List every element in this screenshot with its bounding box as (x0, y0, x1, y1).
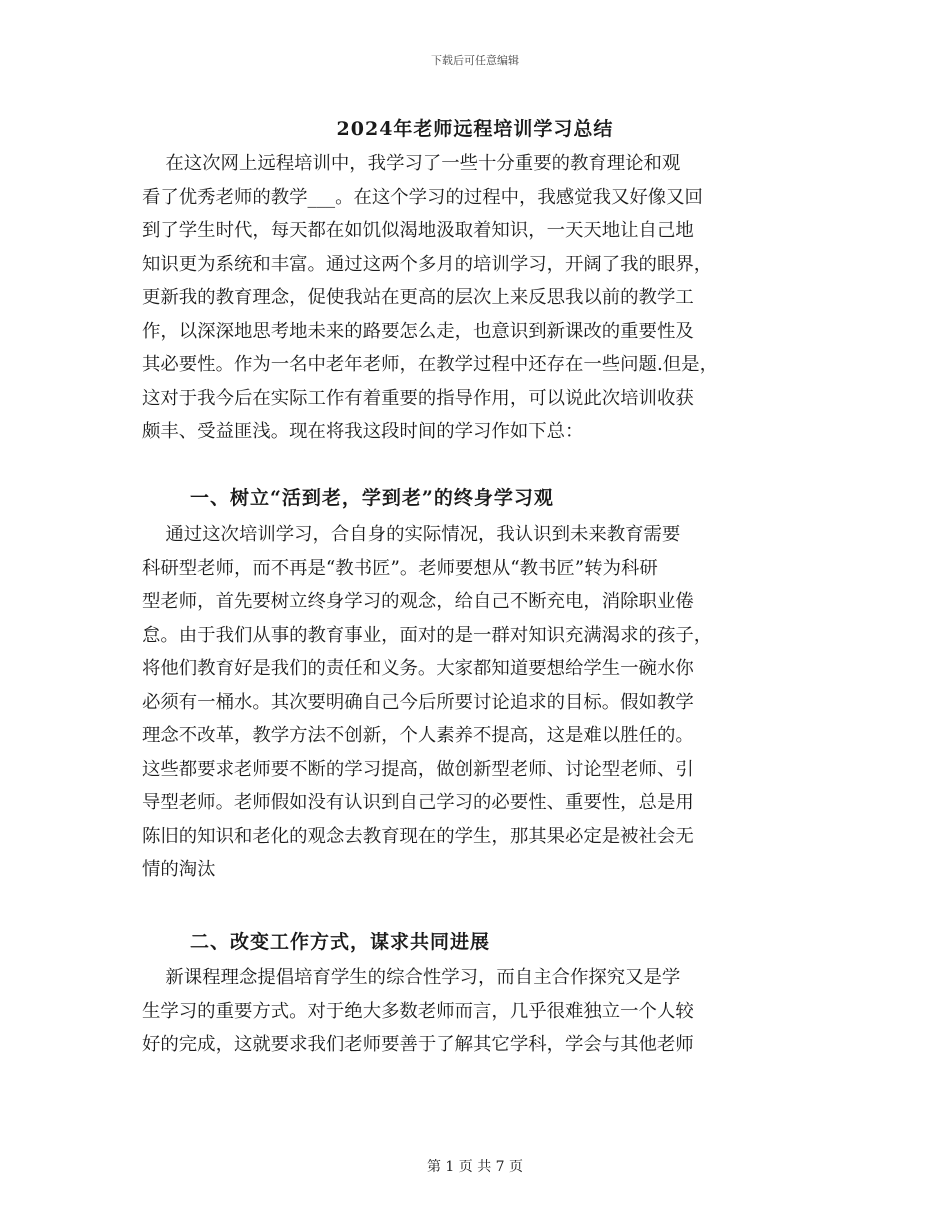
paragraph-line: 新课程理念提倡培育学生的综合性学习，而自主合作探究又是学 (142, 967, 681, 988)
paragraph-line: 必须有一桶水。其次要明确自己今后所要讨论追求的目标。假如教学 (142, 691, 694, 713)
paragraph-line: 型老师，首先要树立终身学习的观念，给自己不断充电，消除职业倦 (142, 591, 694, 612)
paragraph-line: 更新我的教育理念，促使我站在更高的层次上来反思我以前的教学工 (142, 287, 694, 308)
paragraph-line: 看了优秀老师的教学___。在这个学习的过程中，我感觉我又好像又回 (142, 186, 703, 208)
paragraph-intro (142, 147, 814, 449)
paragraph-line: 将他们教育好是我们的责任和义务。大家都知道要想给学生一碗水你 (142, 658, 694, 679)
paragraph-line: 情的淘汰 (142, 859, 216, 880)
paragraph-line: 到了学生时代，每天都在如饥似渴地汲取着知识，一天天地让自己地 (142, 220, 694, 241)
paragraph-line: 在这次网上远程培训中，我学习了一些十分重要的教育理论和观 (142, 153, 681, 174)
paragraph-section-1 (142, 518, 814, 887)
page-number-footer: 第 1 页 共 7 页 (426, 1159, 524, 1175)
paragraph-line: 颇丰、受益匪浅。现在将我这段时间的学习作如下总： (142, 421, 584, 442)
paragraph-line: 理念不改革，教学方法不创新，个人素养不提高，这是难以胜任的。 (142, 725, 694, 746)
section-heading-1: 一、树立“活到老，学到老”的终身学习观 (190, 487, 554, 509)
paragraph-line: 生学习的重要方式。对于绝大多数老师而言，几乎很难独立一个人较 (142, 1000, 694, 1022)
document-title: 2024年老师远程培训学习总结 (336, 118, 614, 140)
paragraph-line: 陈旧的知识和老化的观念去教育现在的学生，那其果必定是被社会无 (142, 825, 694, 847)
paragraph-line: 导型老师。老师假如没有认识到自己学习的必要性、重要性，总是用 (142, 792, 694, 813)
paragraph-line: 这些都要求老师要不断的学习提高，做创新型老师、讨论型老师、引 (142, 758, 694, 780)
paragraph-line: 科研型老师，而不再是“教书匠”。老师要想从“教书匠”转为科研 (142, 557, 658, 579)
paragraph-line: 作，以深深地思考地未来的路要怎么走，也意识到新课改的重要性及 (142, 320, 694, 342)
section-heading-2: 二、改变工作方式，谋求共同进展 (190, 931, 491, 953)
paragraph-line: 其必要性。作为一名中老年老师，在教学过程中还存在一些问题.但是， (142, 354, 718, 375)
paragraph-line: 这对于我今后在实际工作有着重要的指导作用，可以说此次培训收获 (142, 387, 694, 409)
paragraph-line: 怠。由于我们从事的教育事业，面对的是一群对知识充满渴求的孩子， (142, 624, 713, 646)
paragraph-line: 知识更为系统和丰富。通过这两个多月的培训学习，开阔了我的眼界， (142, 253, 713, 275)
paragraph-section-2 (142, 961, 814, 1062)
paragraph-line: 通过这次培训学习，合自身的实际情况，我认识到未来教育需要 (142, 524, 681, 545)
page-header-note: 下载后可任意编辑 (431, 54, 519, 67)
paragraph-line: 好的完成，这就要求我们老师要善于了解其它学科，学会与其他老师 (142, 1034, 694, 1055)
